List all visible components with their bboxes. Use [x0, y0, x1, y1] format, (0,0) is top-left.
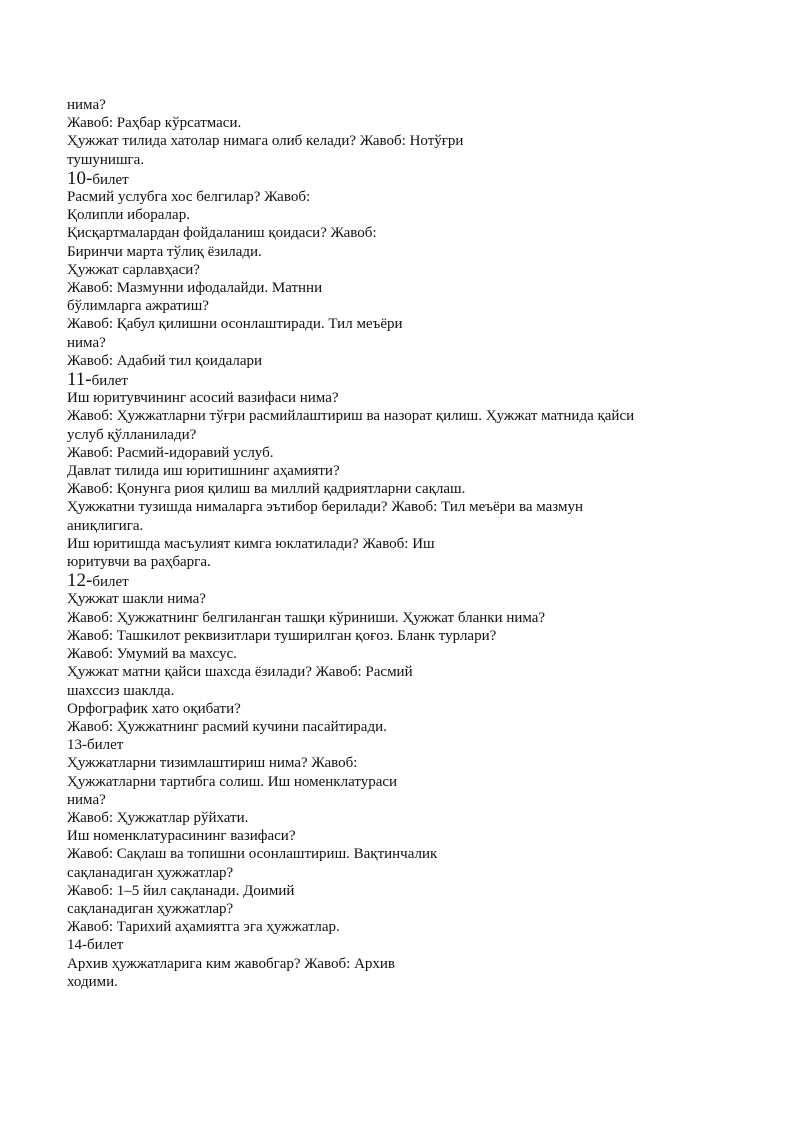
text-line: Расмий услубга хос белгилар? Жавоб: — [67, 189, 311, 206]
text-line: Жавоб: Қонунга риоя қилиш ва миллий қадриятларни сақлаш. — [67, 481, 466, 498]
text-line: Жавоб: Ташкилот реквизитлари туширилган қоғоз. Бланк турлари? — [67, 627, 497, 644]
text-line: Жавоб: 1–5 йил сақланади. Доимий — [67, 882, 295, 899]
text-line: услуб қўлланилади? — [67, 426, 197, 443]
text-line: Ҳужжатларни тизимлаштириш нима? Жавоб: — [67, 755, 358, 772]
text-line: 13-билет — [67, 737, 124, 754]
text-line: Жавоб: Умумий ва махсус. — [67, 646, 237, 663]
ticket-number: 12- — [67, 570, 93, 592]
text-line: Жавоб: Қабул қилишни осонлаштиради. Тил меъёри — [67, 316, 403, 333]
text-line: Жавоб: Раҳбар кўрсатмаси. — [67, 115, 242, 132]
text-line: Иш юритувчининг асосий вазифаси нима? — [67, 390, 339, 407]
text-line: Жавоб: Ҳужжатлар рўйхати. — [67, 809, 249, 826]
text-line: сақланадиган ҳужжатлар? — [67, 900, 234, 917]
ticket-number: 10- — [67, 167, 93, 189]
text-line: Жавоб: Мазмунни ифодалайди. Матнни — [67, 280, 323, 297]
ticket-number: 11- — [67, 369, 92, 391]
text-line: Ҳужжатларни тартибга солиш. Иш номенклатураси — [67, 773, 398, 790]
text-line: нима? — [67, 791, 106, 808]
text-line: аниқлигига. — [67, 517, 144, 534]
text-line: Архив ҳужжатларига ким жавобгар? Жавоб: Архив — [67, 955, 396, 972]
text-line: Жавоб: Сақлаш ва топишни осонлаштириш. Вақтинчалик — [67, 846, 438, 863]
text-line: Қолипли иборалар. — [67, 207, 190, 224]
text-line: Жавоб: Ҳужжатларни тўғри расмийлаштириш ва назорат қилиш. Ҳужжат матнида қайси — [67, 408, 635, 425]
text-line: Биринчи марта тўлиқ ёзилади. — [67, 243, 262, 260]
text-line: нима? — [67, 334, 106, 351]
text-line: Давлат тилида иш юритишнинг аҳамияти? — [67, 463, 340, 480]
ticket-heading — [67, 371, 747, 390]
text-line: шахссиз шаклда. — [67, 682, 175, 699]
text-line: нима? — [67, 97, 106, 113]
text-line: Жавоб: Ҳужжатнинг расмий кучини пасайтиради. — [67, 718, 387, 735]
text-line: Жавоб: Тарихий аҳамиятга эга ҳужжатлар. — [67, 919, 340, 936]
text-line: 14-билет — [67, 937, 124, 954]
ticket-heading — [67, 167, 747, 189]
ticket-label: билет — [92, 574, 129, 591]
text-line: тушунишга. — [67, 151, 145, 168]
text-line: Жавоб: Расмий-идоравий услуб. — [67, 444, 274, 461]
ticket-label: билет — [92, 171, 129, 188]
ticket-label: билет — [91, 373, 128, 390]
text-line: Жавоб: Ҳужжатнинг белгиланган ташқи кўриниши. Ҳужжат бланки нима? — [67, 609, 546, 626]
text-line: Ҳужжатни тузишда нималарга эътибор берилади? Жавоб: Тил меъёри ва мазмун — [67, 499, 584, 516]
text-line: Ҳужжат сарлавҳаси? — [67, 261, 200, 278]
text-line: Жавоб: Адабий тил қоидалари — [67, 352, 263, 369]
text-line: ходими. — [67, 973, 118, 990]
text-line: Ҳужжат шакли нима? — [67, 591, 206, 608]
text-line: Иш юритишда масъулият кимга юклатилади? Жавоб: Иш — [67, 535, 435, 552]
text-line: Иш номенклатурасининг вазифаси? — [67, 828, 296, 845]
text-line: сақланадиган ҳужжатлар? — [67, 864, 234, 881]
text-line: юритувчи ва раҳбарга. — [67, 554, 211, 571]
text-line: Орфографик хато оқибати? — [67, 700, 241, 717]
text-line: Ҳужжат тилида хатолар нимага олиб келади? Жавоб: Нотўғри — [67, 133, 464, 150]
text-line: бўлимларга ажратиш? — [67, 298, 209, 315]
document-page — [67, 96, 747, 991]
text-line: Қисқартмалардан фойдаланиш қоидаси? Жавоб: — [67, 225, 377, 242]
ticket-heading — [67, 572, 747, 591]
text-line: Ҳужжат матни қайси шахсда ёзилади? Жавоб: Расмий — [67, 664, 413, 681]
